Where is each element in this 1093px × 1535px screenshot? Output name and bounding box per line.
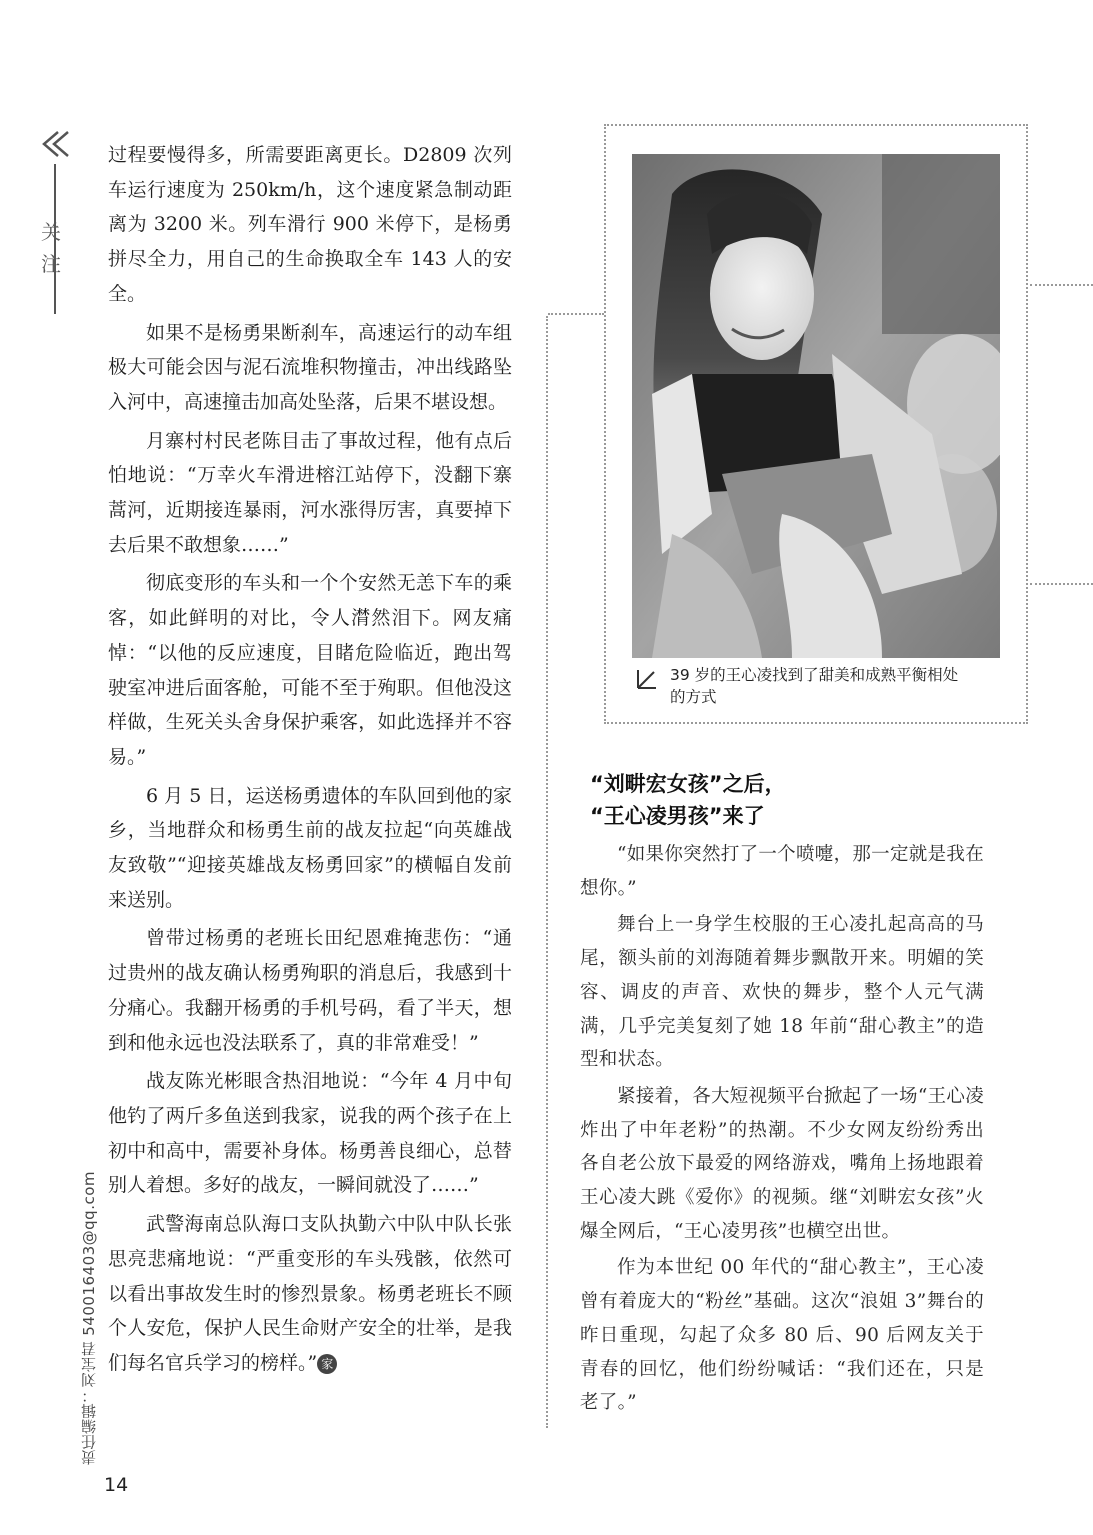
- left-paragraph-7: 战友陈光彬眼含热泪地说：“今年 4 月中旬他钓了两斤多鱼送到我家，说我的两个孩子在上初中和高中，需要补身体。杨勇善良细心，总替别人着想。多好的战友，一瞬间就没了……”: [108, 1070, 512, 1197]
- headline-line-2: “王心凌男孩”来了: [590, 804, 765, 828]
- left-column: [108, 138, 512, 1385]
- right-paragraph-2: 舞台上一身学生校服的王心凌扎起高高的马尾，额头前的刘海随着舞步飘散开来。明媚的笑容、调皮的声音、欢快的舞步，整个人元气满满，几乎完美复刻了她 18 年前“甜心教主”的造型和状态。: [580, 914, 984, 1071]
- page-number: 14: [104, 1474, 129, 1496]
- left-paragraph-3: 月寨村村民老陈目击了事故过程，他有点后怕地说：“万幸火车滑进榕江站停下，没翻下寨蒿河，近期接连暴雨，河水涨得厉害，真要掉下去后果不敢想象……”: [108, 429, 512, 556]
- headline-line-1: “刘畊宏女孩”之后，: [590, 772, 786, 796]
- editor-credit: 责任编辑：刘宝君 540016403@qq.com: [80, 1170, 98, 1465]
- article-headline: [590, 768, 1010, 832]
- left-paragraph-6: 曾带过杨勇的老班长田纪恩难掩悲伤：“通过贵州的战友确认杨勇殉职的消息后，我感到十分痛心。我翻开杨勇的手机号码，看了半天，想到和他永远也没法联系了，真的非常难受！”: [108, 927, 512, 1054]
- left-paragraph-2: 如果不是杨勇果断刹车，高速运行的动车组极大可能会因与泥石流堆积物撞击，冲出线路坠入河中，高速撞击加高处坠落，后果不堪设想。: [108, 321, 512, 413]
- portrait-photo: [632, 154, 1000, 658]
- right-paragraph-1: “如果你突然打了一个喷嚏，那一定就是我在想你。”: [580, 844, 984, 899]
- right-paragraph-3: 紧接着，各大短视频平台掀起了一场“王心凌炸出了中年老粉”的热潮。不少女网友纷纷秀出各自老公放下最爱的网络游戏，嘴角上扬地跟着王心凌大跳《爱你》的视频。继“刘畊宏女孩”火爆全网后，“王心凌男孩”也横空出世。: [580, 1085, 984, 1242]
- divider-dotted: [1030, 583, 1093, 585]
- section-label: 关注: [41, 220, 61, 276]
- divider-dotted: [1030, 284, 1093, 286]
- double-chevron-icon: [38, 126, 72, 162]
- left-paragraph-8-text: 武警海南总队海口支队执勤六中队中队长张思亮悲痛地说：“严重变形的车头残骸，依然可以看出事故发生时的惨烈景象。杨勇老班长不顾个人安危，保护人民生命财产安全的壮举，是我们每名官兵学习的榜样。”: [108, 1213, 512, 1374]
- end-mark-icon: 家: [317, 1354, 337, 1374]
- column-divider: [546, 316, 548, 1428]
- left-paragraph-1: 过程要慢得多，所需要距离更长。D2809 次列车运行速度为 250km/h，这个速度紧急制动距离为 3200 米。列车滑行 900 米停下，是杨勇拼尽全力，用自己的生命换取全车 143 人的安全。: [108, 144, 512, 305]
- divider-dotted: [548, 313, 604, 315]
- right-column: [580, 838, 984, 1423]
- left-paragraph-8: [108, 1207, 512, 1381]
- photo-caption: 39 岁的王心凌找到了甜美和成熟平衡相处的方式: [670, 666, 959, 706]
- right-paragraph-4: 作为本世纪 00 年代的“甜心教主”，王心凌曾有着庞大的“粉丝”基础。这次“浪姐 3”舞台的昨日重现，勾起了众多 80 后、90 后网友关于青春的回忆，他们纷纷喊话：“我们还在，只是老了。”: [580, 1257, 984, 1414]
- left-paragraph-4: 彻底变形的车头和一个个安然无恙下车的乘客，如此鲜明的对比，令人潸然泪下。网友痛悼：“以他的反应速度，目睹危险临近，跑出驾驶室冲进后面客舱，可能不至于殉职。但他没这样做，生死关头舍身保护乘客，如此选择并不容易。”: [108, 572, 512, 768]
- left-paragraph-5: 6 月 5 日，运送杨勇遗体的车队回到他的家乡，当地群众和杨勇生前的战友拉起“向英雄战友致敬”“迎接英雄战友杨勇回家”的横幅自发前来送别。: [108, 784, 512, 911]
- arrow-down-right-icon: [634, 668, 660, 692]
- portrait-image: [632, 154, 1000, 658]
